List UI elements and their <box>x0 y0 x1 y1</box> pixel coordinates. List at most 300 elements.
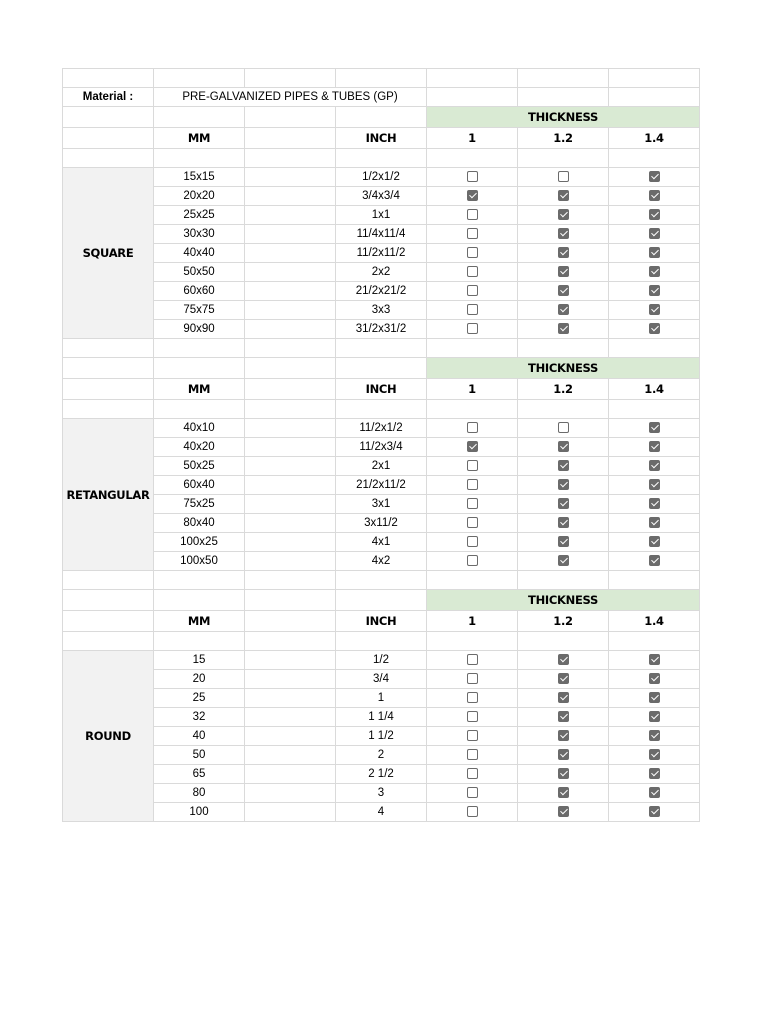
check-cell <box>518 670 609 689</box>
check-cell <box>518 746 609 765</box>
check-cell <box>609 301 700 320</box>
checkbox-checked[interactable] <box>649 517 660 528</box>
check-cell <box>427 457 518 476</box>
checkbox-checked[interactable] <box>558 787 569 798</box>
checkbox-checked[interactable] <box>558 479 569 490</box>
checkbox-checked[interactable] <box>558 498 569 509</box>
checkbox-checked[interactable] <box>558 692 569 703</box>
empty-cell <box>518 339 609 358</box>
check-cell <box>427 225 518 244</box>
empty-cell <box>63 379 154 400</box>
mm-value: 40x20 <box>154 438 245 457</box>
check-cell <box>518 651 609 670</box>
checkbox-checked[interactable] <box>649 806 660 817</box>
check-cell <box>518 187 609 206</box>
check-cell <box>518 225 609 244</box>
inch-value: 21/2x11/2 <box>336 476 427 495</box>
checkbox-checked[interactable] <box>649 711 660 722</box>
checkbox-checked[interactable] <box>558 190 569 201</box>
empty-cell <box>245 358 336 379</box>
empty-cell <box>154 400 245 419</box>
checkbox-checked[interactable] <box>649 247 660 258</box>
empty-cell <box>245 611 336 632</box>
empty-cell <box>609 571 700 590</box>
empty-cell <box>245 69 336 88</box>
mm-header: MM <box>154 128 245 149</box>
empty-cell <box>245 476 336 495</box>
section-label-round: ROUND <box>63 651 154 822</box>
empty-cell <box>427 339 518 358</box>
section-label-retangular: RETANGULAR <box>63 419 154 571</box>
check-cell <box>427 301 518 320</box>
check-cell <box>427 708 518 727</box>
checkbox-checked[interactable] <box>558 806 569 817</box>
empty-cell <box>245 784 336 803</box>
mm-value: 20x20 <box>154 187 245 206</box>
check-cell <box>427 552 518 571</box>
inch-value: 11/2x3/4 <box>336 438 427 457</box>
mm-value: 65 <box>154 765 245 784</box>
checkbox-checked[interactable] <box>558 247 569 258</box>
check-cell <box>518 320 609 339</box>
check-cell <box>609 765 700 784</box>
empty-cell <box>336 358 427 379</box>
check-cell <box>518 784 609 803</box>
checkbox-unchecked[interactable] <box>467 536 478 547</box>
empty-cell <box>336 107 427 128</box>
mm-value: 50x50 <box>154 263 245 282</box>
checkbox-checked[interactable] <box>649 171 660 182</box>
inch-value: 11/4x11/4 <box>336 225 427 244</box>
checkbox-checked[interactable] <box>649 555 660 566</box>
check-cell <box>427 187 518 206</box>
inch-value: 11/2x11/2 <box>336 244 427 263</box>
empty-cell <box>154 107 245 128</box>
inch-value: 1/2x1/2 <box>336 168 427 187</box>
check-cell <box>427 533 518 552</box>
checkbox-checked[interactable] <box>649 323 660 334</box>
checkbox-checked[interactable] <box>467 441 478 452</box>
checkbox-checked[interactable] <box>558 711 569 722</box>
empty-cell <box>245 590 336 611</box>
mm-value: 15 <box>154 651 245 670</box>
check-cell <box>518 689 609 708</box>
check-cell <box>427 514 518 533</box>
checkbox-unchecked[interactable] <box>467 749 478 760</box>
check-cell <box>427 765 518 784</box>
check-cell <box>427 320 518 339</box>
checkbox-checked[interactable] <box>649 498 660 509</box>
empty-cell <box>336 590 427 611</box>
empty-cell <box>518 571 609 590</box>
empty-cell <box>245 803 336 822</box>
check-cell <box>518 727 609 746</box>
thickness-value-1: 1 <box>427 128 518 149</box>
empty-cell <box>609 149 700 168</box>
empty-cell <box>336 69 427 88</box>
mm-value: 50 <box>154 746 245 765</box>
thickness-value-1.2: 1.2 <box>518 611 609 632</box>
checkbox-checked[interactable] <box>649 730 660 741</box>
mm-value: 100x25 <box>154 533 245 552</box>
empty-cell <box>336 400 427 419</box>
check-cell <box>609 476 700 495</box>
check-cell <box>427 168 518 187</box>
inch-value: 3/4 <box>336 670 427 689</box>
checkbox-unchecked[interactable] <box>467 247 478 258</box>
mm-value: 30x30 <box>154 225 245 244</box>
empty-cell <box>245 552 336 571</box>
empty-cell <box>427 571 518 590</box>
check-cell <box>609 320 700 339</box>
empty-cell <box>63 571 154 590</box>
empty-cell <box>154 69 245 88</box>
empty-cell <box>245 727 336 746</box>
empty-cell <box>63 632 154 651</box>
mm-header: MM <box>154 611 245 632</box>
check-cell <box>427 419 518 438</box>
check-cell <box>427 670 518 689</box>
empty-cell <box>154 339 245 358</box>
check-cell <box>609 263 700 282</box>
mm-value: 40 <box>154 727 245 746</box>
mm-value: 40x10 <box>154 419 245 438</box>
check-cell <box>518 206 609 225</box>
checkbox-checked[interactable] <box>558 654 569 665</box>
check-cell <box>609 244 700 263</box>
mm-value: 25x25 <box>154 206 245 225</box>
mm-value: 40x40 <box>154 244 245 263</box>
check-cell <box>518 708 609 727</box>
mm-value: 75x25 <box>154 495 245 514</box>
check-cell <box>518 765 609 784</box>
check-cell <box>609 457 700 476</box>
checkbox-checked[interactable] <box>649 190 660 201</box>
empty-cell <box>245 400 336 419</box>
check-cell <box>609 533 700 552</box>
checkbox-unchecked[interactable] <box>467 654 478 665</box>
thickness-value-1.4: 1.4 <box>609 611 700 632</box>
mm-value: 32 <box>154 708 245 727</box>
inch-value: 1/2 <box>336 651 427 670</box>
empty-cell <box>245 419 336 438</box>
empty-cell <box>63 149 154 168</box>
checkbox-checked[interactable] <box>558 460 569 471</box>
check-cell <box>518 533 609 552</box>
inch-value: 2x1 <box>336 457 427 476</box>
checkbox-checked[interactable] <box>558 323 569 334</box>
checkbox-unchecked[interactable] <box>558 422 569 433</box>
empty-cell <box>609 400 700 419</box>
empty-cell <box>245 320 336 339</box>
empty-cell <box>609 339 700 358</box>
empty-cell <box>245 746 336 765</box>
check-cell <box>518 244 609 263</box>
checkbox-unchecked[interactable] <box>467 228 478 239</box>
thickness-value-1: 1 <box>427 611 518 632</box>
checkbox-checked[interactable] <box>558 266 569 277</box>
thickness-value-1.2: 1.2 <box>518 128 609 149</box>
check-cell <box>609 419 700 438</box>
check-cell <box>427 476 518 495</box>
check-cell <box>609 495 700 514</box>
check-cell <box>427 263 518 282</box>
thickness-value-1.4: 1.4 <box>609 128 700 149</box>
empty-cell <box>245 339 336 358</box>
checkbox-checked[interactable] <box>558 441 569 452</box>
mm-value: 25 <box>154 689 245 708</box>
mm-value: 100 <box>154 803 245 822</box>
check-cell <box>609 206 700 225</box>
check-cell <box>518 495 609 514</box>
empty-cell <box>427 88 518 107</box>
empty-cell <box>336 632 427 651</box>
check-cell <box>609 727 700 746</box>
empty-cell <box>245 514 336 533</box>
checkbox-checked[interactable] <box>649 422 660 433</box>
empty-cell <box>245 457 336 476</box>
checkbox-checked[interactable] <box>558 555 569 566</box>
empty-cell <box>518 400 609 419</box>
empty-cell <box>245 765 336 784</box>
inch-value: 11/2x1/2 <box>336 419 427 438</box>
inch-value: 4x1 <box>336 533 427 552</box>
empty-cell <box>609 88 700 107</box>
checkbox-checked[interactable] <box>467 190 478 201</box>
empty-cell <box>63 358 154 379</box>
checkbox-unchecked[interactable] <box>467 692 478 703</box>
check-cell <box>427 746 518 765</box>
inch-value: 3 <box>336 784 427 803</box>
inch-value: 2 1/2 <box>336 765 427 784</box>
checkbox-checked[interactable] <box>649 768 660 779</box>
mm-value: 60x40 <box>154 476 245 495</box>
empty-cell <box>518 632 609 651</box>
empty-cell <box>245 689 336 708</box>
check-cell <box>518 438 609 457</box>
thickness-header: THICKNESS <box>427 358 700 379</box>
empty-cell <box>245 244 336 263</box>
checkbox-unchecked[interactable] <box>467 673 478 684</box>
check-cell <box>518 803 609 822</box>
check-cell <box>609 168 700 187</box>
checkbox-unchecked[interactable] <box>467 304 478 315</box>
inch-value: 3/4x3/4 <box>336 187 427 206</box>
checkbox-checked[interactable] <box>558 768 569 779</box>
check-cell <box>609 514 700 533</box>
empty-cell <box>245 379 336 400</box>
check-cell <box>609 438 700 457</box>
inch-value: 4x2 <box>336 552 427 571</box>
checkbox-unchecked[interactable] <box>467 209 478 220</box>
checkbox-unchecked[interactable] <box>467 266 478 277</box>
checkbox-checked[interactable] <box>558 536 569 547</box>
check-cell <box>518 419 609 438</box>
check-cell <box>609 225 700 244</box>
checkbox-checked[interactable] <box>649 460 660 471</box>
check-cell <box>427 689 518 708</box>
empty-cell <box>63 400 154 419</box>
empty-cell <box>336 149 427 168</box>
empty-cell <box>336 339 427 358</box>
checkbox-unchecked[interactable] <box>467 422 478 433</box>
check-cell <box>427 803 518 822</box>
empty-cell <box>63 611 154 632</box>
check-cell <box>609 803 700 822</box>
checkbox-checked[interactable] <box>649 266 660 277</box>
checkbox-checked[interactable] <box>649 479 660 490</box>
empty-cell <box>63 590 154 611</box>
inch-header: INCH <box>336 128 427 149</box>
checkbox-checked[interactable] <box>558 749 569 760</box>
check-cell <box>609 746 700 765</box>
empty-cell <box>245 149 336 168</box>
material-label: Material : <box>63 88 154 107</box>
empty-cell <box>63 107 154 128</box>
checkbox-checked[interactable] <box>649 673 660 684</box>
check-cell <box>427 727 518 746</box>
empty-cell <box>245 206 336 225</box>
mm-value: 90x90 <box>154 320 245 339</box>
empty-cell <box>245 187 336 206</box>
empty-cell <box>245 632 336 651</box>
check-cell <box>609 651 700 670</box>
check-cell <box>609 708 700 727</box>
check-cell <box>518 168 609 187</box>
checkbox-unchecked[interactable] <box>467 171 478 182</box>
checkbox-checked[interactable] <box>649 441 660 452</box>
checkbox-checked[interactable] <box>558 304 569 315</box>
check-cell <box>518 263 609 282</box>
check-cell <box>518 514 609 533</box>
empty-cell <box>427 400 518 419</box>
empty-cell <box>609 69 700 88</box>
checkbox-checked[interactable] <box>649 285 660 296</box>
checkbox-checked[interactable] <box>649 228 660 239</box>
inch-value: 2x2 <box>336 263 427 282</box>
check-cell <box>609 187 700 206</box>
empty-cell <box>427 149 518 168</box>
checkbox-unchecked[interactable] <box>467 517 478 528</box>
check-cell <box>427 282 518 301</box>
check-cell <box>518 282 609 301</box>
checkbox-checked[interactable] <box>558 285 569 296</box>
checkbox-checked[interactable] <box>558 673 569 684</box>
checkbox-unchecked[interactable] <box>467 768 478 779</box>
inch-value: 4 <box>336 803 427 822</box>
inch-value: 2 <box>336 746 427 765</box>
empty-cell <box>245 670 336 689</box>
inch-value: 1x1 <box>336 206 427 225</box>
spec-table <box>62 68 700 822</box>
empty-cell <box>518 149 609 168</box>
inch-header: INCH <box>336 379 427 400</box>
empty-cell <box>245 263 336 282</box>
empty-cell <box>245 495 336 514</box>
inch-value: 1 1/4 <box>336 708 427 727</box>
empty-cell <box>609 632 700 651</box>
empty-cell <box>245 225 336 244</box>
check-cell <box>609 552 700 571</box>
checkbox-unchecked[interactable] <box>467 806 478 817</box>
empty-cell <box>245 107 336 128</box>
check-cell <box>518 476 609 495</box>
empty-cell <box>427 632 518 651</box>
check-cell <box>427 206 518 225</box>
empty-cell <box>245 282 336 301</box>
mm-value: 20 <box>154 670 245 689</box>
mm-value: 50x25 <box>154 457 245 476</box>
checkbox-unchecked[interactable] <box>467 460 478 471</box>
checkbox-unchecked[interactable] <box>467 730 478 741</box>
checkbox-checked[interactable] <box>649 209 660 220</box>
checkbox-unchecked[interactable] <box>467 498 478 509</box>
mm-value: 75x75 <box>154 301 245 320</box>
empty-cell <box>245 533 336 552</box>
empty-cell <box>154 358 245 379</box>
empty-cell <box>245 168 336 187</box>
check-cell <box>518 301 609 320</box>
mm-value: 15x15 <box>154 168 245 187</box>
checkbox-unchecked[interactable] <box>467 323 478 334</box>
checkbox-checked[interactable] <box>558 730 569 741</box>
checkbox-checked[interactable] <box>649 654 660 665</box>
checkbox-checked[interactable] <box>558 209 569 220</box>
empty-cell <box>154 571 245 590</box>
checkbox-unchecked[interactable] <box>558 171 569 182</box>
empty-cell <box>245 651 336 670</box>
checkbox-checked[interactable] <box>649 304 660 315</box>
check-cell <box>609 670 700 689</box>
check-cell <box>609 784 700 803</box>
inch-value: 1 <box>336 689 427 708</box>
thickness-value-1.4: 1.4 <box>609 379 700 400</box>
checkbox-checked[interactable] <box>649 749 660 760</box>
checkbox-unchecked[interactable] <box>467 285 478 296</box>
check-cell <box>518 552 609 571</box>
section-label-square: SQUARE <box>63 168 154 339</box>
inch-value: 21/2x21/2 <box>336 282 427 301</box>
empty-cell <box>245 708 336 727</box>
checkbox-checked[interactable] <box>649 787 660 798</box>
checkbox-checked[interactable] <box>649 536 660 547</box>
inch-value: 3x1 <box>336 495 427 514</box>
checkbox-checked[interactable] <box>558 517 569 528</box>
checkbox-checked[interactable] <box>558 228 569 239</box>
checkbox-unchecked[interactable] <box>467 711 478 722</box>
empty-cell <box>245 301 336 320</box>
empty-cell <box>63 339 154 358</box>
mm-value: 60x60 <box>154 282 245 301</box>
checkbox-unchecked[interactable] <box>467 479 478 490</box>
mm-header: MM <box>154 379 245 400</box>
empty-cell <box>336 571 427 590</box>
check-cell <box>427 784 518 803</box>
material-value: PRE-GALVANIZED PIPES & TUBES (GP) <box>154 88 427 107</box>
inch-header: INCH <box>336 611 427 632</box>
inch-value: 1 1/2 <box>336 727 427 746</box>
empty-cell <box>154 149 245 168</box>
empty-cell <box>63 69 154 88</box>
checkbox-checked[interactable] <box>649 692 660 703</box>
checkbox-unchecked[interactable] <box>467 787 478 798</box>
empty-cell <box>427 69 518 88</box>
thickness-header: THICKNESS <box>427 590 700 611</box>
check-cell <box>609 282 700 301</box>
empty-cell <box>154 590 245 611</box>
empty-cell <box>245 128 336 149</box>
checkbox-unchecked[interactable] <box>467 555 478 566</box>
